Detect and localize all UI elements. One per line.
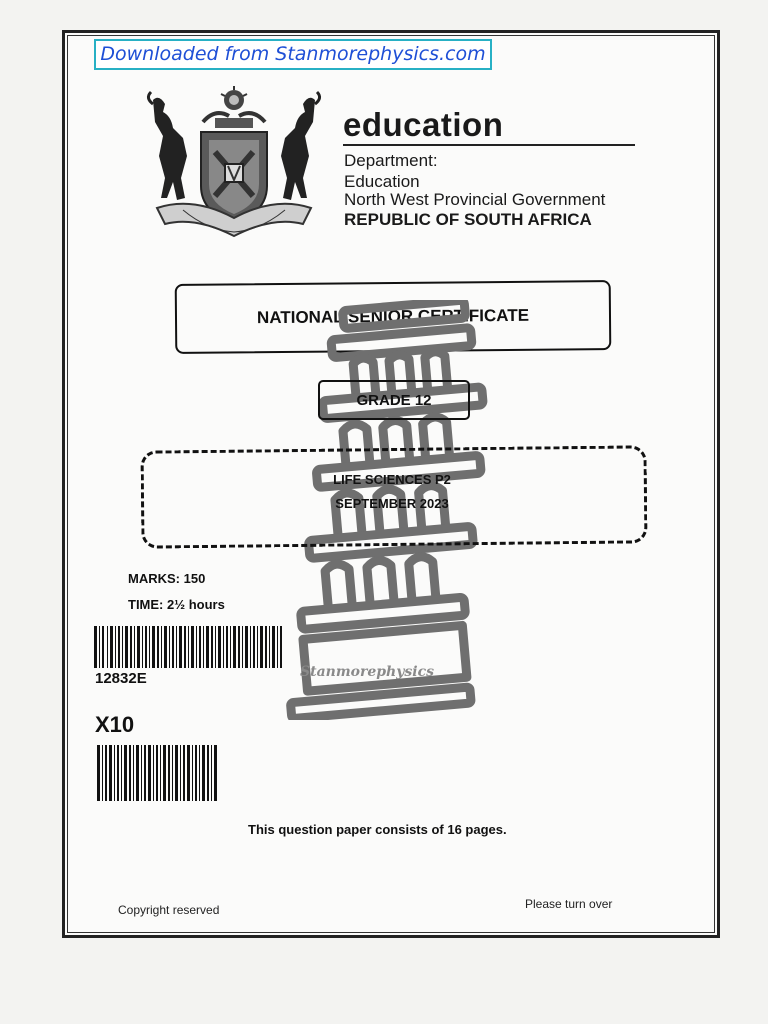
marks-value: 150 bbox=[183, 571, 206, 586]
department-name: Education bbox=[344, 172, 420, 191]
department-brand-title: education bbox=[343, 106, 504, 143]
certificate-title: NATIONAL SENIOR CERTIFICATE bbox=[256, 305, 530, 328]
page-count-note: This question paper consists of 16 pages. bbox=[248, 822, 507, 837]
marks-info bbox=[128, 571, 205, 586]
coat-of-arms-icon bbox=[143, 86, 325, 244]
grade-box bbox=[318, 380, 470, 420]
grade-label: GRADE 12 bbox=[356, 391, 432, 409]
marks-label: MARKS: bbox=[128, 571, 180, 586]
copies-code: X10 bbox=[95, 712, 135, 737]
copyright-notice: Copyright reserved bbox=[118, 903, 220, 917]
paper-code: 12832E bbox=[95, 670, 147, 687]
subject-name: LIFE SCIENCES P2 bbox=[333, 472, 451, 487]
download-source-link[interactable]: Downloaded from Stanmorephysics.com bbox=[94, 39, 492, 70]
time-info bbox=[128, 597, 225, 612]
watermark-text: Stanmorephysics bbox=[300, 664, 434, 680]
time-label: TIME: bbox=[128, 597, 164, 612]
department-label: Department: bbox=[344, 151, 438, 170]
header-divider bbox=[343, 144, 635, 146]
provincial-government: North West Provincial Government bbox=[344, 190, 606, 209]
turn-over-note: Please turn over bbox=[525, 897, 613, 911]
time-value: 2½ hours bbox=[167, 597, 225, 612]
barcode-bottom bbox=[97, 745, 219, 801]
country-name: REPUBLIC OF SOUTH AFRICA bbox=[344, 210, 592, 229]
barcode-top bbox=[94, 626, 282, 668]
exam-session: SEPTEMBER 2023 bbox=[335, 496, 449, 511]
